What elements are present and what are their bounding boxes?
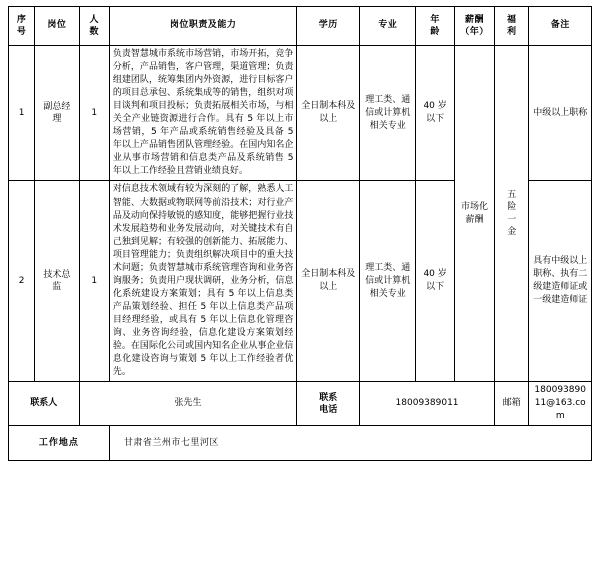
salary-merged-cell: 市场化薪酬 xyxy=(454,46,494,382)
row-1-seq: 1 xyxy=(9,46,35,181)
row-1-headcount: 1 xyxy=(79,46,109,181)
table-header-row xyxy=(9,7,592,46)
row-2-headcount: 1 xyxy=(79,181,109,382)
table-row xyxy=(9,46,592,181)
header-age-char1: 年 xyxy=(430,14,440,25)
header-welfare-char2: 利 xyxy=(507,27,517,37)
row-1-post-line1: 副总经 xyxy=(43,102,71,113)
header-major: 专业 xyxy=(359,7,415,46)
row-1-age: 40 岁以下 xyxy=(416,46,454,181)
contact-phone-label-line1: 联系 xyxy=(319,392,338,403)
row-2-seq: 2 xyxy=(9,181,35,382)
header-num-char1: 人 xyxy=(89,14,99,25)
contact-phone-label xyxy=(297,382,360,426)
contact-phone-label-line2: 电话 xyxy=(319,404,338,415)
welfare-char3: 一 xyxy=(507,214,517,225)
welfare-merged-cell xyxy=(495,46,529,382)
contact-person-label: 联系人 xyxy=(9,382,80,426)
header-num xyxy=(79,7,109,46)
row-1-duties: 负责智慧城市系统市场营销，市场开拓，竞争分析，产品销售，客户管理，渠道管理；负责组建团队，统筹集团内外资源，进行目标客户的项目总承包、系统集成等的销售，组织对项目谈判和项目投标；负责拓展相关市场，与相关全产业链资源进行合作。具有 5 年以上市场营销，5 年产品或系统销售经验及具备 5 年以上产品销售团队管理经验。在国内知名企业从事市场营销和信息类产品及系统销售 5 年以上工作经验且营销业绩良好。 xyxy=(109,46,297,181)
header-salary xyxy=(454,7,494,46)
header-salary-line1: 薪酬 xyxy=(464,14,484,25)
header-seq-char2: 号 xyxy=(16,27,27,37)
header-salary-line2: （年） xyxy=(460,27,489,37)
header-welfare xyxy=(495,7,529,46)
header-education: 学历 xyxy=(297,7,360,46)
header-seq xyxy=(9,7,35,46)
row-1-post xyxy=(35,46,79,181)
row-1-major: 理工类、通信或计算机相关专业 xyxy=(359,46,415,181)
header-post: 岗位 xyxy=(35,7,79,46)
contact-phone-value: 18009389011 xyxy=(359,382,494,426)
row-2-duties: 对信息技术领域有较为深刻的了解，熟悉人工智能、大数据或物联网等前沿技术；对行业产品及动向保持敏锐的感知度，能够把握行业技术发展趋势和业务发展动向，对关键技术有自己独到见解；有较强的创新能力、拓展能力、项目管理能力；负责组织解决项目中的重大技术问题；负责智慧城市系统管理咨询和业务咨询服务；负责用户现状调研，业务分析，信息化系统建设方案策划；具有 5 年以上信息类产品策划经验、担任 5 年以上信息类产品项目经理经验，或具有 5 年以上信息化管理咨询、业务咨询经验，信息化建设方案策划经验。在国际化公司或国内知名企业从事企业信息化建设咨询与策划 5 年以上工作经验者优先。 xyxy=(109,181,297,382)
contact-email-label: 邮箱 xyxy=(495,382,529,426)
header-seq-char1: 序 xyxy=(16,14,27,25)
row-1-education: 全日制本科及以上 xyxy=(297,46,360,181)
work-location-row xyxy=(9,426,592,461)
work-location-label: 工作地点 xyxy=(9,426,110,461)
row-2-post-line1: 技术总 xyxy=(43,270,71,281)
welfare-char2: 险 xyxy=(507,202,517,213)
header-num-char2: 数 xyxy=(89,27,99,37)
work-location-value: 甘肃省兰州市七里河区 xyxy=(109,426,591,461)
row-2-education: 全日制本科及以上 xyxy=(297,181,360,382)
contact-email-value: 18009389011@163.com xyxy=(529,382,592,426)
header-duty: 岗位职责及能力 xyxy=(109,7,297,46)
welfare-char1: 五 xyxy=(507,190,517,201)
row-2-post xyxy=(35,181,79,382)
welfare-char4: 金 xyxy=(507,226,517,237)
row-2-remark: 具有中级以上职称、执有二级建造师证或一级建造师证 xyxy=(529,181,592,382)
row-2-major: 理工类、通信或计算机相关专业 xyxy=(359,181,415,382)
contact-person-value: 张先生 xyxy=(79,382,297,426)
header-age-char2: 龄 xyxy=(430,27,440,37)
header-age xyxy=(416,7,454,46)
row-2-post-line2: 监 xyxy=(52,282,62,293)
header-welfare-char1: 福 xyxy=(507,14,517,25)
contact-row xyxy=(9,382,592,426)
row-1-post-line2: 理 xyxy=(52,114,62,125)
header-remark: 备注 xyxy=(529,7,592,46)
job-positions-table xyxy=(8,6,592,461)
row-1-remark: 中级以上职称 xyxy=(529,46,592,181)
row-2-age: 40 岁以下 xyxy=(416,181,454,382)
